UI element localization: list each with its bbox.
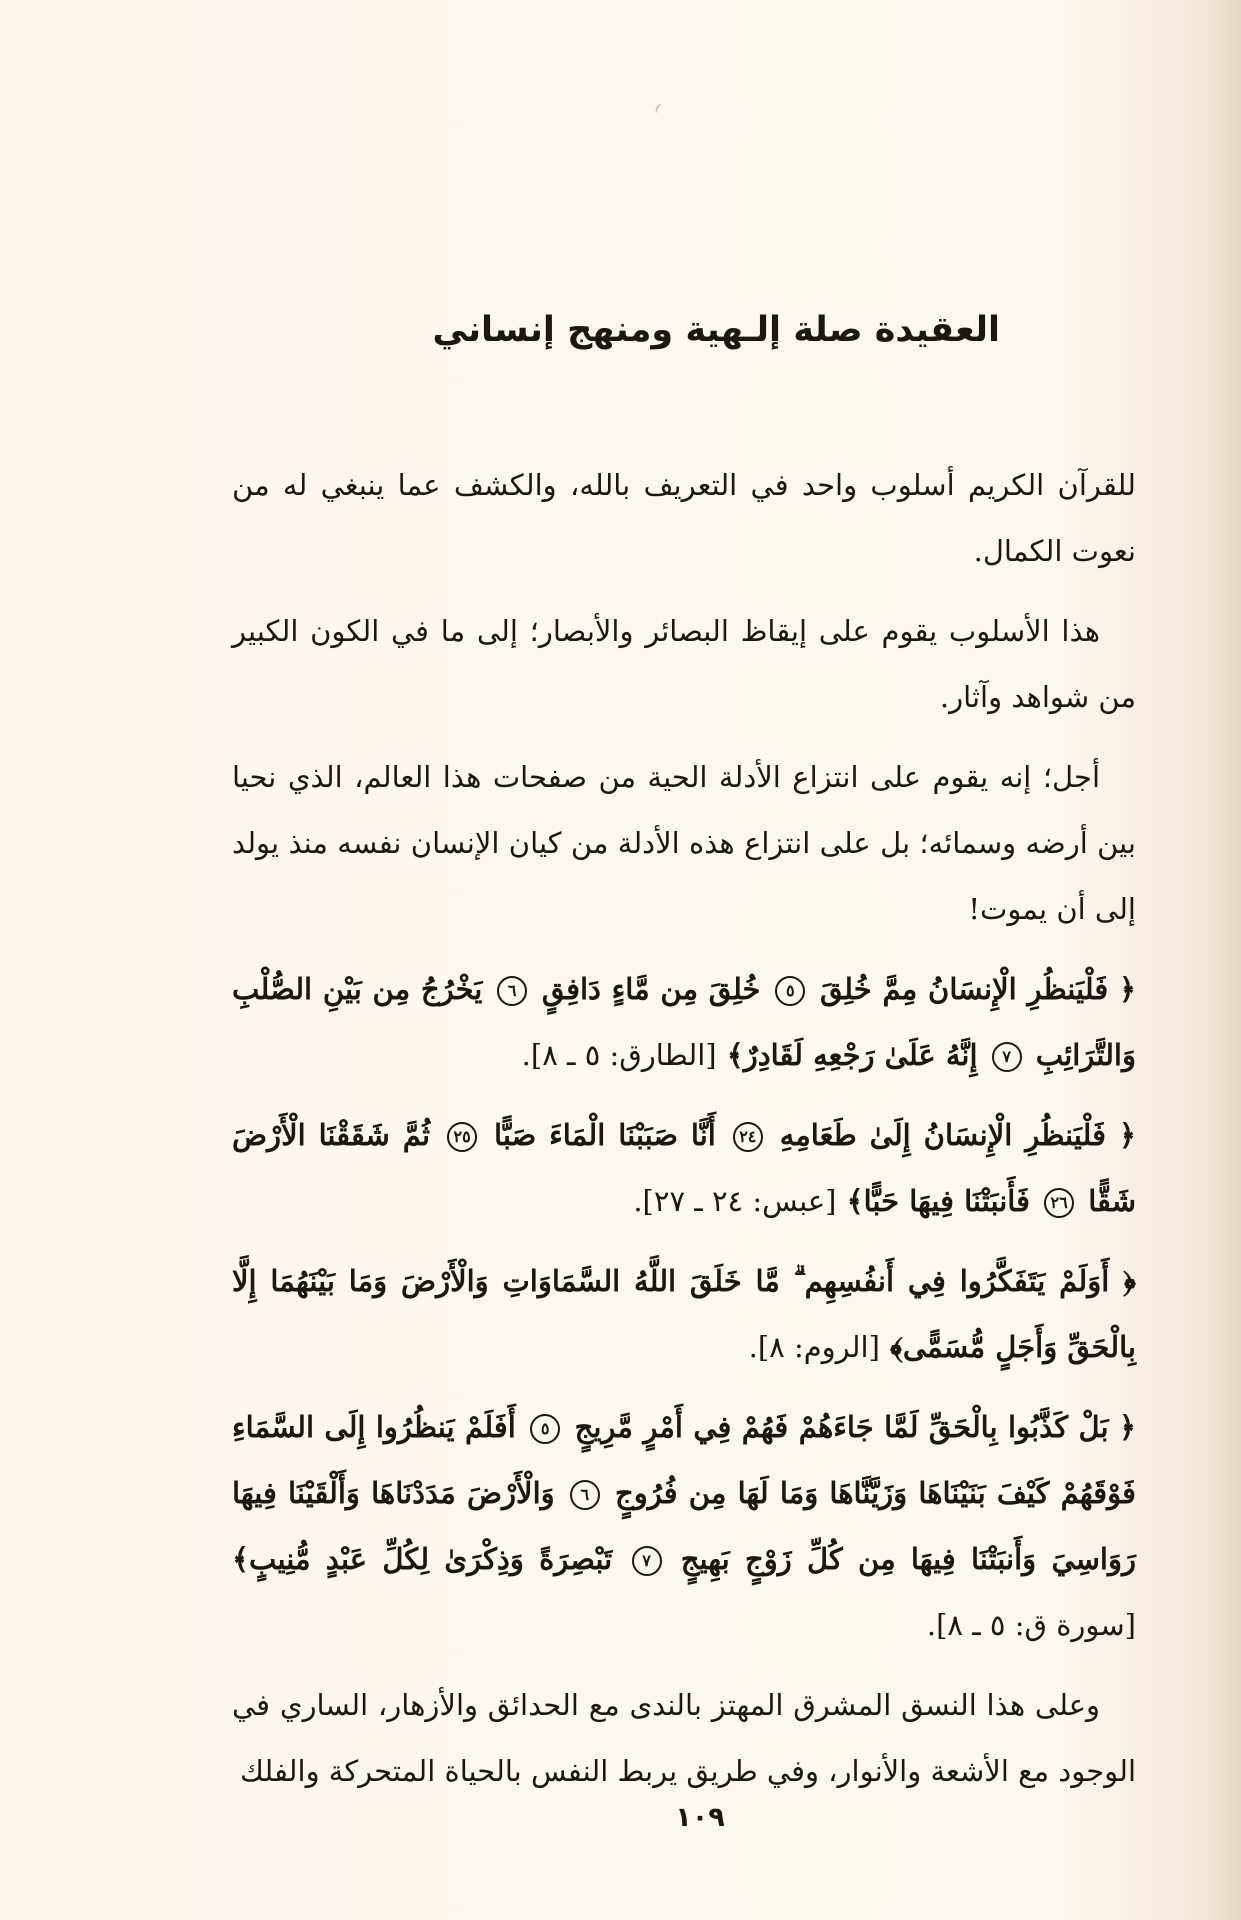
verse-open-bracket: ﴿ xyxy=(1118,1118,1136,1152)
quran-verse-2 xyxy=(232,1102,1136,1234)
chapter-title: العقيدة صلة إلـهية ومنهج إنساني xyxy=(432,310,1000,350)
verse-open-bracket: ﴿ xyxy=(1118,1410,1136,1444)
quran-verse-1 xyxy=(232,956,1136,1088)
verse-number-marker: ٥ xyxy=(530,1414,560,1444)
verse-text: فَلْيَنظُرِ الْإِنسَانُ مِمَّ خُلِقَ xyxy=(819,972,1109,1006)
verse-text: فَلْيَنظُرِ الْإِنسَانُ إِلَىٰ طَعَامِهِ xyxy=(779,1118,1107,1152)
verse-reference: [الطارق: ٥ ـ ٨]. xyxy=(521,1038,717,1072)
verse-number-marker: ٦ xyxy=(570,1480,600,1510)
verse-open-bracket: ﴿ xyxy=(1118,972,1136,1006)
verse-close-bracket: ﴾ xyxy=(232,1542,249,1576)
verse-number-marker: ٧ xyxy=(632,1546,662,1576)
verse-number-marker: ٦ xyxy=(497,976,527,1006)
paragraph-3: أجل؛ إنه يقوم على انتزاع الأدلة الحية من صفحات هذا العالم، الذي نحيا بين أرضه وسمائه؛ بل على انتزاع هذه الأدلة من كيان الإنسان نفسه منذ يولد إلى أن يموت! xyxy=(232,760,1136,926)
page-number: ١٠٩ xyxy=(675,1802,725,1833)
ink-mark xyxy=(654,103,665,115)
verse-reference: [عبس: ٢٤ ـ ٢٧]. xyxy=(633,1184,837,1218)
verse-close-bracket: ﴾ xyxy=(726,1038,744,1072)
body-text xyxy=(232,452,1136,1818)
verse-text: وَالْأَرْضَ مَدَدْنَاهَا وَأَلْقَيْنَا فِيهَا رَوَاسِيَ وَأَنبَتْنَا فِيهَا مِن كُلِّ زَوْجٍ بَهِيجٍ xyxy=(232,1476,1136,1576)
verse-reference: [الروم: ٨]. xyxy=(748,1330,880,1364)
verse-open-bracket: ﴿ xyxy=(1123,1264,1136,1298)
verse-close-bracket: ﴾ xyxy=(846,1184,864,1218)
verse-number-marker: ٢٦ xyxy=(1044,1188,1074,1218)
verse-close-bracket: ﴾ xyxy=(890,1330,903,1364)
verse-text: إِنَّهُ عَلَىٰ رَجْعِهِ لَقَادِرٌ xyxy=(743,1038,978,1072)
verse-number-marker: ٧ xyxy=(992,1042,1022,1072)
closing-paragraph: وعلى هذا النسق المشرق المهتز بالندى مع الحدائق والأزهار، الساري في الوجود مع الأشعة والأنوار، وفي طريق يربط النفس بالحياة المتحركة والفلك xyxy=(232,1688,1136,1788)
verse-text: فَأَنبَتْنَا فِيهَا حَبًّا xyxy=(863,1184,1030,1218)
verse-reference: [سورة ق: ٥ ـ ٨]. xyxy=(926,1608,1136,1642)
verse-number-marker: ٥ xyxy=(775,976,805,1006)
quran-verse-4 xyxy=(232,1394,1136,1658)
verse-number-marker: ٢٤ xyxy=(733,1122,763,1152)
verse-text: بَلْ كَذَّبُوا بِالْحَقِّ لَمَّا جَاءَهُمْ فَهُمْ فِي أَمْرٍ مَّرِيجٍ xyxy=(574,1410,1109,1444)
paragraph-2: هذا الأسلوب يقوم على إيقاظ البصائر والأبصار؛ إلى ما في الكون الكبير من شواهد وآثار. xyxy=(232,614,1136,714)
verse-text: أَنَّا صَبَبْنَا الْمَاءَ صَبًّا xyxy=(494,1118,716,1152)
verse-text: خُلِقَ مِن مَّاءٍ دَافِقٍ xyxy=(541,972,761,1006)
verse-text: ثُمَّ شَقَقْنَا الْأَرْضَ شَقًّا xyxy=(232,1118,1136,1218)
verse-text: أَفَلَمْ يَنظُرُوا إِلَى السَّمَاءِ فَوْقَهُمْ كَيْفَ بَنَيْنَاهَا وَزَيَّنَّاهَا وَمَا لَهَا مِن فُرُوجٍ xyxy=(232,1410,1136,1510)
verse-text: تَبْصِرَةً وَذِكْرَىٰ لِكُلِّ عَبْدٍ مُّنِيبٍ xyxy=(249,1542,613,1576)
verse-number-marker: ٢٥ xyxy=(447,1122,477,1152)
quran-verse-3 xyxy=(232,1248,1136,1380)
paragraph-1: للقرآن الكريم أسلوب واحد في التعريف بالله، والكشف عما ينبغي له من نعوت الكمال. xyxy=(232,468,1136,568)
verse-text: يَخْرُجُ مِن بَيْنِ الصُّلْبِ وَالتَّرَائِبِ xyxy=(232,972,1136,1072)
verse-text: أَوَلَمْ يَتَفَكَّرُوا فِي أَنفُسِهِم ۗ مَّا خَلَقَ اللَّهُ السَّمَاوَاتِ وَالْأَرْضَ وَمَا بَيْنَهُمَا إِلَّا بِالْحَقِّ وَأَجَلٍ مُّسَمًّى xyxy=(232,1264,1136,1364)
